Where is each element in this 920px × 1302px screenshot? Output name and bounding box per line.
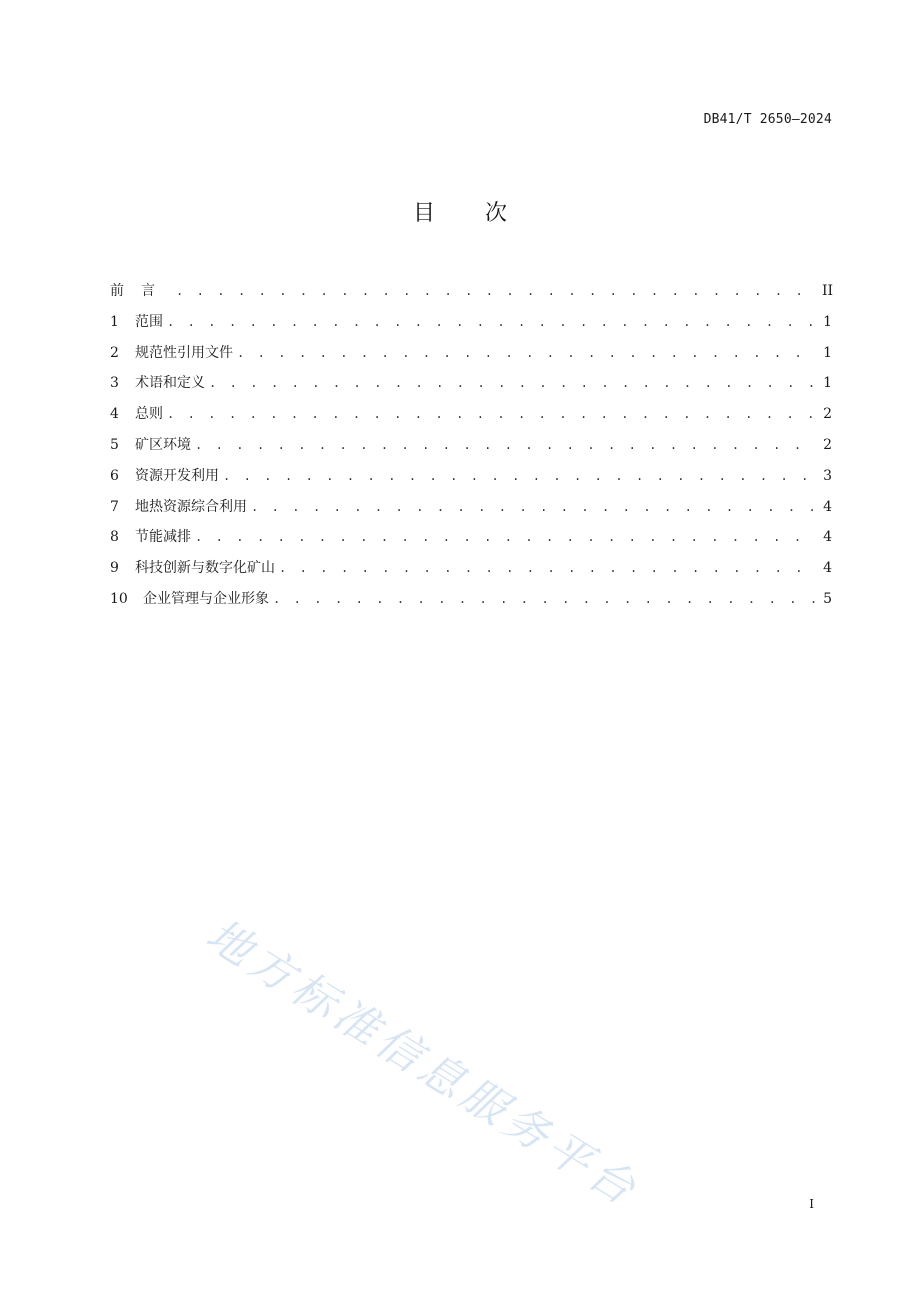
toc-entry-number: 10 <box>110 590 128 607</box>
toc-entry-number: 5 <box>110 436 119 453</box>
standard-code: DB41/T 2650—2024 <box>703 112 832 127</box>
toc-entry-number: 7 <box>110 498 119 515</box>
toc-entry-mine-environment[interactable] <box>110 435 832 466</box>
toc-entry-page: 1 <box>823 375 832 392</box>
toc-entry-normative-references[interactable] <box>110 343 832 374</box>
toc-entry-title: 企业管理与企业形象 <box>143 590 269 607</box>
toc-entry-page: 4 <box>823 498 832 515</box>
toc-entry-enterprise-management[interactable] <box>110 589 832 620</box>
toc-dot-leader <box>223 466 816 486</box>
toc-entry-scope[interactable] <box>110 312 832 343</box>
toc-entry-page: 4 <box>823 529 832 546</box>
toc-entry-number: 6 <box>110 467 119 484</box>
toc-entry-page: 2 <box>823 436 832 453</box>
toc-dot-leader <box>195 527 816 547</box>
toc-entry-title: 范围 <box>135 313 163 330</box>
toc-entry-title: 矿区环境 <box>135 436 191 453</box>
toc-entry-page: 1 <box>823 313 832 330</box>
toc-entry-page: 5 <box>823 590 832 607</box>
toc-entry-terms-definitions[interactable] <box>110 373 832 404</box>
toc-entry-resource-development[interactable] <box>110 466 832 497</box>
toc-entry-page: II <box>822 283 834 299</box>
toc-dot-leader <box>279 558 816 578</box>
toc-dot-leader <box>167 312 816 332</box>
toc-entry-title: 总则 <box>135 406 163 423</box>
toc-dot-leader <box>251 497 816 517</box>
toc-title: 目次 <box>412 201 557 226</box>
toc-list <box>110 281 832 620</box>
toc-entry-title: 地热资源综合利用 <box>135 498 247 515</box>
toc-entry-number: 8 <box>110 529 119 546</box>
toc-dot-leader <box>176 281 816 301</box>
toc-dot-leader <box>209 373 816 393</box>
toc-dot-leader <box>273 589 816 609</box>
toc-entry-foreword[interactable] <box>110 281 832 312</box>
toc-entry-title: 科技创新与数字化矿山 <box>135 560 275 577</box>
watermark: 地方标准信息服务平台 <box>197 909 649 1218</box>
toc-entry-page: 4 <box>823 560 832 577</box>
toc-entry-title: 节能减排 <box>135 529 191 546</box>
toc-entry-number: 1 <box>110 313 119 330</box>
toc-entry-title: 前言 <box>110 283 172 299</box>
toc-entry-page: 1 <box>823 344 832 361</box>
toc-entry-title: 术语和定义 <box>135 375 205 392</box>
toc-entry-title: 规范性引用文件 <box>135 344 233 361</box>
toc-entry-number: 2 <box>110 344 119 361</box>
toc-entry-page: 2 <box>823 406 832 423</box>
toc-entry-general[interactable] <box>110 404 832 435</box>
toc-entry-energy-saving[interactable] <box>110 527 832 558</box>
toc-entry-title: 资源开发利用 <box>135 467 219 484</box>
toc-entry-number: 3 <box>110 375 119 392</box>
toc-dot-leader <box>237 343 816 363</box>
toc-entry-geothermal-utilization[interactable] <box>110 497 832 528</box>
toc-entry-digital-mine[interactable] <box>110 558 832 589</box>
page-number: I <box>809 1197 814 1211</box>
toc-entry-number: 9 <box>110 560 119 577</box>
toc-dot-leader <box>167 404 816 424</box>
toc-entry-number: 4 <box>110 406 119 423</box>
toc-dot-leader <box>195 435 816 455</box>
toc-entry-page: 3 <box>823 467 832 484</box>
